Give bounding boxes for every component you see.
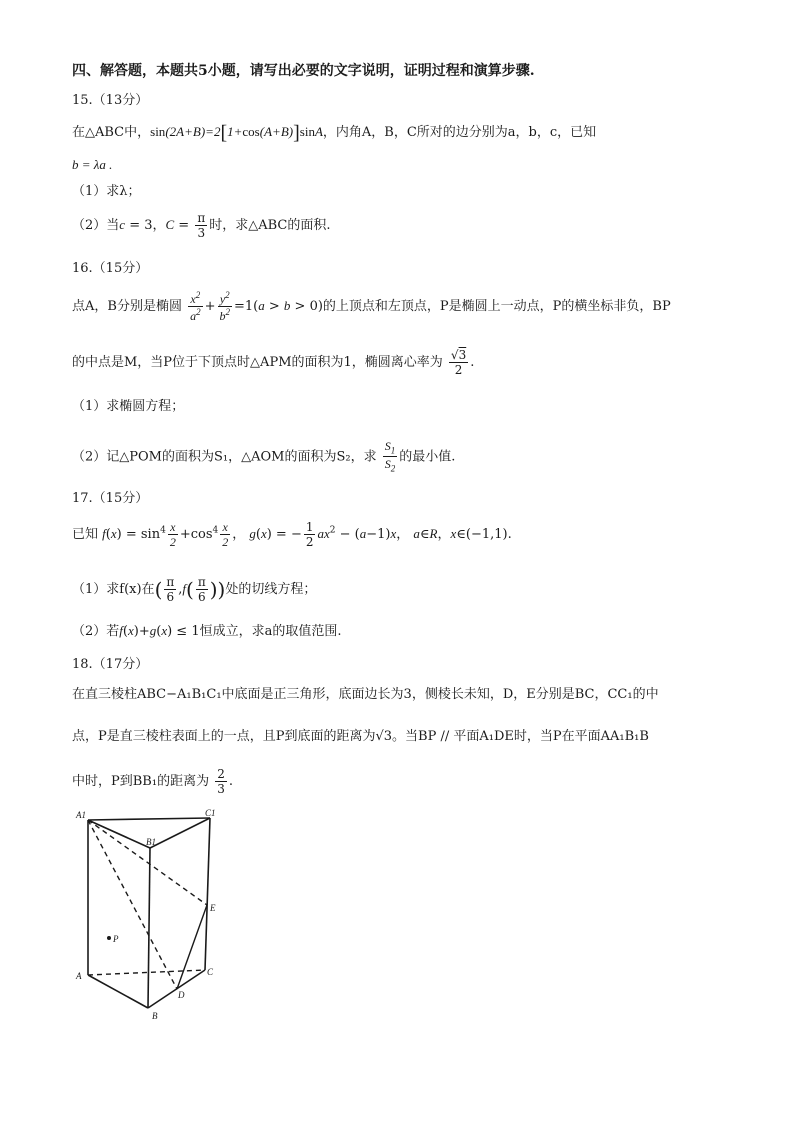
q15-stem-line1	[72, 123, 596, 143]
edge-a1b1	[88, 820, 150, 848]
q15-part1: （1）求λ；	[72, 184, 141, 199]
q17-header: 17.（15分）	[72, 491, 149, 506]
fraction-pi-over-3: $\frac{\pi}{3}$	[197, 211, 206, 240]
segment-de	[177, 905, 207, 989]
q15-header: 15.（13分）	[72, 93, 149, 108]
fraction-s1-over-s2: $\frac{S_1}{S_2}$	[384, 439, 396, 474]
edge-bb1	[148, 848, 150, 1008]
label-p: P	[113, 934, 119, 944]
section-title: 四、解答题，本题共5小题，请写出必要的文字说明，证明过程和演算步骤.	[72, 63, 535, 79]
label-e: E	[210, 903, 216, 913]
q15-text-intro: 在△ABC中，	[72, 124, 151, 140]
fraction-sqrt3-over-2: $\frac{√3}{2}$	[450, 348, 467, 377]
q17-part2: （2）若f(x)+g(x) ≤ 1恒成立，求a的取值范围.	[72, 623, 342, 639]
q16-part1: （1）求椭圆方程；	[72, 399, 185, 414]
q15-text-after: ，内角A，B，C所对的边分别为a，b，c，已知	[322, 124, 597, 140]
label-c1: C1	[205, 808, 216, 818]
q17-part1: （1）求f(x)在( $\frac{\pi}{6}$ ,f( $\frac{\pi}{6}$ ))处的切线方程；	[72, 575, 317, 604]
q16-header: 16.（15分）	[72, 261, 149, 276]
segment-a1d	[88, 820, 177, 989]
edge-ab	[88, 975, 148, 1008]
q15-given: b = λa .	[72, 157, 113, 172]
q18-line1: 在直三棱柱ABC−A₁B₁C₁中底面是正三角形，底面边长为3，侧棱长未知，D，E分别是BC，CC₁的中	[72, 687, 659, 702]
edge-a1c1	[88, 818, 210, 820]
edge-b1c1	[150, 818, 210, 848]
label-c: C	[207, 967, 214, 977]
edge-ac-hidden	[88, 970, 205, 975]
fraction-2-over-3: $\frac{2}{3}$	[217, 767, 225, 796]
label-b1: B1	[146, 837, 156, 847]
fraction-x2-over-a2: $\frac{x^2}{a^2}$	[190, 290, 201, 323]
label-a1: A1	[76, 810, 86, 820]
q16-stem-line1: 点A，B分别是椭圆 $\frac{x^2}{a^2}$ + $\frac{y^2}{b^2}$ =1(a > b > 0)的上顶点和左顶点，P是椭圆上一动点，P的横坐标非负，BP	[72, 290, 671, 323]
point-p	[107, 936, 111, 940]
q16-part2: （2）记△POM的面积为S₁，△AOM的面积为S₂，求 $\frac{S_1}{S_2}$ 的最小值.	[72, 439, 456, 474]
q18-header: 18.（17分）	[72, 657, 149, 672]
label-a: A	[76, 971, 82, 981]
prism-figure	[70, 808, 230, 1023]
segment-a1e	[88, 820, 207, 905]
q18-line2: 点，P是直三棱柱表面上的一点，且P到底面的距离为√3。当BP // 平面A₁DE时，当P在平面AA₁B₁B	[72, 729, 649, 744]
label-b: B	[152, 1011, 158, 1021]
q17-stem: 已知 $f(x) = \sin^4$ $\frac{x}{2}$ $+\cos^4$ $\frac{x}{2}$ ， g(x) = − $\frac{1}{2}$ $ax^2 - (a-1)x$， a∈R，x∈(−1,1).	[72, 520, 512, 549]
q15-part2: （2）当c = 3，C = $\frac{\pi}{3}$ 时，求△ABC的面积.	[72, 211, 331, 240]
q16-stem-line2: 的中点是M，当P位于下顶点时△APM的面积为1，椭圆离心率为 $\frac{√3}{2}$ .	[72, 348, 475, 377]
q15-formula: sin(2A+B)=2[1+cos(A+B)]sinA	[150, 122, 323, 144]
label-d: D	[178, 990, 185, 1000]
fraction-y2-over-b2: $\frac{y^2}{b^2}$	[219, 290, 230, 323]
edge-cc1	[205, 818, 210, 970]
q18-line3: 中时，P到BB₁的距离为 $\frac{2}{3}$ .	[72, 767, 233, 796]
